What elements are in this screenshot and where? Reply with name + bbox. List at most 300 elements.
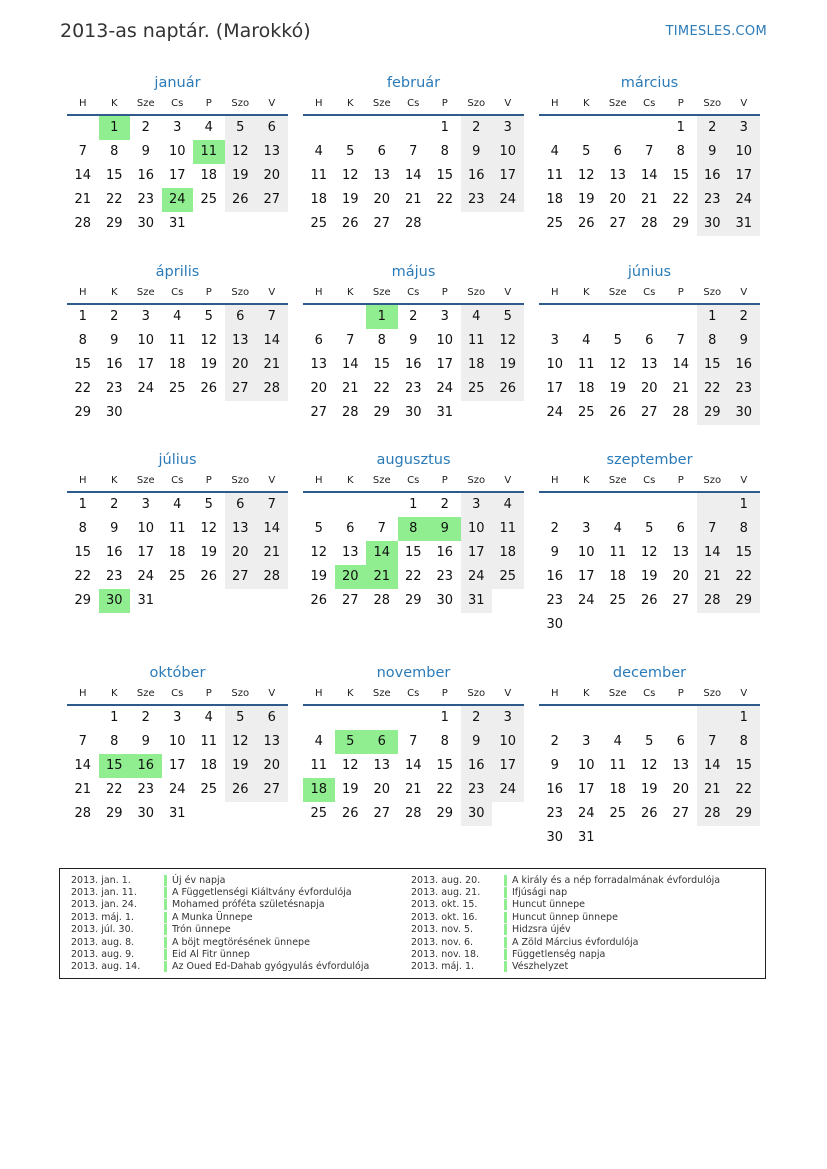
day-cell: 15	[697, 353, 729, 377]
day-cell: 4	[613, 521, 622, 536]
week-row	[67, 188, 288, 212]
day-cell: 6	[645, 333, 654, 348]
day-cell: 11	[461, 329, 493, 353]
empty-day-cell	[303, 116, 335, 140]
empty-day-cell	[366, 116, 398, 140]
weekday-header: P	[677, 688, 684, 699]
day-cell: 26	[640, 806, 658, 821]
week-row	[539, 401, 760, 425]
day-cell: 17	[492, 754, 524, 778]
brand-link[interactable]: TIMESLES.COM	[665, 24, 767, 39]
day-cell: 19	[200, 545, 218, 560]
day-cell: 1	[78, 497, 87, 512]
empty-day-cell	[602, 493, 634, 517]
day-cell: 28	[341, 405, 359, 420]
day-cell: 23	[461, 188, 493, 212]
week-row	[67, 401, 288, 425]
holiday-day-cell: 11	[193, 140, 225, 164]
day-cell: 6	[314, 333, 323, 348]
week-row	[539, 613, 760, 637]
day-cell: 3	[728, 116, 760, 140]
day-cell: 14	[640, 168, 658, 183]
day-cell: 21	[256, 541, 288, 565]
day-cell: 1	[440, 120, 449, 135]
weekday-header: H	[314, 98, 323, 109]
week-row	[67, 730, 288, 754]
weekday-header: Sze	[372, 475, 391, 486]
day-cell: 17	[577, 569, 595, 584]
day-cell: 12	[200, 333, 218, 348]
legend-row	[60, 874, 369, 886]
empty-day-cell	[256, 212, 288, 236]
week-row	[67, 778, 288, 802]
day-cell: 8	[676, 144, 685, 159]
legend-marker	[504, 924, 507, 935]
legend-column-right	[400, 874, 720, 973]
legend-date: 2013. jan. 24.	[71, 899, 137, 911]
weekday-header: Sze	[136, 688, 155, 699]
weekday-header: Szo	[231, 98, 250, 109]
empty-day-cell	[225, 401, 257, 425]
legend-row	[400, 911, 720, 923]
day-cell: 3	[141, 309, 150, 324]
legend-row	[400, 874, 720, 886]
day-cell: 18	[609, 782, 627, 797]
day-cell: 27	[609, 216, 627, 231]
week-row	[303, 164, 524, 188]
empty-day-cell	[256, 802, 288, 826]
weekday-header: Cs	[407, 98, 420, 109]
day-cell: 11	[609, 545, 627, 560]
day-cell: 21	[74, 192, 92, 207]
week-row	[539, 754, 760, 778]
day-cell: 25	[461, 377, 493, 401]
weekday-header: Szo	[703, 98, 722, 109]
day-cell: 22	[728, 565, 760, 589]
weekday-header-row	[67, 94, 288, 116]
weekday-header-row	[539, 283, 760, 305]
weekday-header: Sze	[608, 287, 627, 298]
week-row	[539, 778, 760, 802]
day-cell: 3	[173, 120, 182, 135]
day-cell: 9	[461, 140, 493, 164]
day-cell: 22	[436, 782, 454, 797]
empty-day-cell	[492, 212, 524, 236]
weekday-header: K	[110, 475, 118, 486]
day-cell: 15	[672, 168, 690, 183]
legend-marker	[164, 912, 167, 923]
legend-row	[400, 886, 720, 898]
day-cell: 30	[404, 405, 422, 420]
empty-day-cell	[602, 706, 634, 730]
day-cell: 22	[697, 377, 729, 401]
weekday-header: Sze	[372, 287, 391, 298]
legend-date: 2013. aug. 9.	[71, 949, 135, 961]
day-cell: 23	[404, 381, 422, 396]
day-cell: 23	[461, 778, 493, 802]
day-cell: 28	[256, 377, 288, 401]
day-cell: 22	[404, 569, 422, 584]
weekday-header: Szo	[703, 688, 722, 699]
empty-day-cell	[303, 493, 335, 517]
day-cell: 17	[577, 782, 595, 797]
legend-marker	[164, 937, 167, 948]
day-cell: 20	[609, 192, 627, 207]
day-cell: 5	[204, 309, 213, 324]
day-cell: 11	[609, 758, 627, 773]
weekday-header: Szo	[231, 475, 250, 486]
day-cell: 25	[577, 405, 595, 420]
empty-day-cell	[697, 826, 729, 850]
day-cell: 15	[436, 758, 454, 773]
weekday-header: Cs	[171, 287, 184, 298]
day-cell: 8	[440, 734, 449, 749]
legend-holiday-name: Eid Al Fitr ünnep	[172, 949, 250, 961]
day-cell: 11	[310, 168, 328, 183]
week-row	[67, 329, 288, 353]
day-cell: 20	[256, 754, 288, 778]
empty-day-cell	[539, 116, 571, 140]
week-row	[539, 353, 760, 377]
month-name: december	[612, 665, 687, 681]
day-cell: 25	[492, 565, 524, 589]
weekday-header: Cs	[407, 287, 420, 298]
legend-holiday-name: Huncut ünnep ünnepe	[512, 911, 618, 923]
day-cell: 8	[78, 333, 87, 348]
weekday-header: K	[346, 475, 354, 486]
day-cell: 16	[461, 164, 493, 188]
week-row	[539, 329, 760, 353]
weekday-header: P	[441, 287, 448, 298]
day-cell: 29	[697, 401, 729, 425]
day-cell: 27	[640, 405, 658, 420]
day-cell: 10	[168, 734, 186, 749]
day-cell: 29	[105, 216, 123, 231]
weekday-header-row	[67, 471, 288, 493]
day-cell: 23	[697, 188, 729, 212]
day-cell: 20	[672, 569, 690, 584]
day-cell: 14	[74, 168, 92, 183]
empty-day-cell	[429, 212, 461, 236]
day-cell: 23	[105, 381, 123, 396]
day-cell: 6	[256, 706, 288, 730]
legend-date: 2013. aug. 14.	[71, 961, 141, 973]
week-row	[539, 730, 760, 754]
day-cell: 10	[492, 140, 524, 164]
day-cell: 19	[609, 381, 627, 396]
empty-day-cell	[539, 706, 571, 730]
week-row	[67, 140, 288, 164]
week-row	[303, 493, 524, 517]
week-row	[303, 565, 524, 589]
day-cell: 11	[310, 758, 328, 773]
day-cell: 3	[582, 521, 591, 536]
day-cell: 24	[492, 778, 524, 802]
day-cell: 25	[310, 216, 328, 231]
weekday-header: P	[677, 287, 684, 298]
week-row	[67, 706, 288, 730]
day-cell: 14	[341, 357, 359, 372]
day-cell: 31	[168, 216, 186, 231]
day-cell: 8	[377, 333, 386, 348]
holiday-day-cell: 24	[162, 188, 194, 212]
week-row	[67, 212, 288, 236]
day-cell: 27	[256, 778, 288, 802]
legend-date: 2013. okt. 16.	[411, 911, 478, 923]
page-title: 2013-as naptár. (Marokkó)	[60, 20, 311, 42]
empty-day-cell	[461, 212, 493, 236]
day-cell: 26	[310, 593, 328, 608]
day-cell: 27	[672, 593, 690, 608]
week-row	[539, 517, 760, 541]
day-cell: 20	[640, 381, 658, 396]
weekday-header: K	[582, 688, 590, 699]
day-cell: 1	[110, 710, 119, 725]
day-cell: 30	[461, 802, 493, 826]
day-cell: 20	[672, 782, 690, 797]
day-cell: 14	[697, 541, 729, 565]
day-cell: 31	[137, 593, 155, 608]
day-cell: 10	[436, 333, 454, 348]
weekday-header: Cs	[643, 287, 656, 298]
day-cell: 7	[697, 730, 729, 754]
weekday-header-row	[303, 94, 524, 116]
weekday-header: K	[582, 98, 590, 109]
weekday-header: V	[740, 688, 748, 699]
day-cell: 24	[137, 569, 155, 584]
weekday-header: P	[205, 475, 212, 486]
weekday-header-row	[303, 283, 524, 305]
month-name: május	[391, 264, 436, 280]
legend-row	[60, 924, 369, 936]
day-cell: 4	[461, 305, 493, 329]
day-cell: 4	[314, 734, 323, 749]
week-row	[67, 589, 288, 613]
empty-day-cell	[492, 802, 524, 826]
holiday-day-cell: 1	[366, 305, 398, 329]
weekday-header: Szo	[467, 287, 486, 298]
weekday-header: Cs	[407, 688, 420, 699]
weekday-header: H	[78, 98, 87, 109]
weekday-header: K	[110, 287, 118, 298]
day-cell: 1	[697, 305, 729, 329]
day-cell: 17	[492, 164, 524, 188]
day-cell: 30	[105, 405, 123, 420]
empty-day-cell	[728, 613, 760, 637]
day-cell: 13	[373, 758, 391, 773]
empty-day-cell	[634, 706, 666, 730]
legend-holiday-name: Ifjúsági nap	[512, 887, 568, 899]
day-cell: 2	[550, 734, 559, 749]
day-cell: 17	[168, 758, 186, 773]
legend-holiday-name: A Függetlenségi Kiáltvány évfordulója	[172, 887, 352, 899]
day-cell: 18	[200, 168, 218, 183]
day-cell: 4	[204, 710, 213, 725]
empty-day-cell	[335, 706, 367, 730]
legend-marker	[504, 899, 507, 910]
day-cell: 23	[436, 569, 454, 584]
week-row	[539, 116, 760, 140]
day-cell: 16	[546, 569, 564, 584]
week-row	[539, 589, 760, 613]
week-row	[67, 116, 288, 140]
day-cell: 16	[105, 357, 123, 372]
weekday-header: K	[346, 98, 354, 109]
day-cell: 31	[168, 806, 186, 821]
weekday-header-row	[539, 684, 760, 706]
day-cell: 20	[225, 353, 257, 377]
day-cell: 21	[672, 381, 690, 396]
week-row	[303, 116, 524, 140]
legend-marker	[504, 949, 507, 960]
day-cell: 29	[74, 405, 92, 420]
day-cell: 29	[74, 593, 92, 608]
weekday-header: Cs	[171, 475, 184, 486]
day-cell: 5	[645, 521, 654, 536]
weekday-header: H	[78, 688, 87, 699]
week-row	[539, 541, 760, 565]
legend-date: 2013. máj. 1.	[71, 911, 135, 923]
day-cell: 25	[200, 192, 218, 207]
day-cell: 15	[728, 754, 760, 778]
day-cell: 1	[440, 710, 449, 725]
day-cell: 23	[137, 782, 155, 797]
legend-marker	[504, 887, 507, 898]
week-row	[303, 401, 524, 425]
day-cell: 30	[137, 216, 155, 231]
day-cell: 20	[256, 164, 288, 188]
day-cell: 21	[256, 353, 288, 377]
day-cell: 17	[168, 168, 186, 183]
weekday-header: Sze	[608, 688, 627, 699]
empty-day-cell	[602, 613, 634, 637]
weekday-header: Cs	[643, 475, 656, 486]
day-cell: 19	[341, 782, 359, 797]
day-cell: 27	[672, 806, 690, 821]
week-row	[67, 517, 288, 541]
empty-day-cell	[256, 401, 288, 425]
legend-holiday-name: Huncut ünnepe	[512, 899, 585, 911]
legend-marker	[164, 961, 167, 972]
weekday-header: K	[346, 287, 354, 298]
day-cell: 26	[341, 216, 359, 231]
day-cell: 18	[168, 545, 186, 560]
holiday-day-cell: 9	[429, 517, 461, 541]
day-cell: 13	[310, 357, 328, 372]
weekday-header: V	[504, 688, 512, 699]
day-cell: 7	[697, 517, 729, 541]
empty-day-cell	[665, 305, 697, 329]
weekday-header: V	[504, 475, 512, 486]
weekday-header: K	[582, 287, 590, 298]
day-cell: 23	[546, 806, 564, 821]
day-cell: 29	[728, 802, 760, 826]
day-cell: 19	[492, 353, 524, 377]
month-name: november	[376, 665, 451, 681]
day-cell: 18	[577, 381, 595, 396]
empty-day-cell	[303, 305, 335, 329]
day-cell: 31	[577, 830, 595, 845]
legend-holiday-name: Hidzsra újév	[512, 924, 571, 936]
day-cell: 28	[697, 802, 729, 826]
empty-day-cell	[665, 706, 697, 730]
day-cell: 21	[404, 192, 422, 207]
day-cell: 9	[697, 140, 729, 164]
empty-day-cell	[571, 493, 603, 517]
weekday-header-row	[539, 471, 760, 493]
day-cell: 12	[577, 168, 595, 183]
day-cell: 15	[74, 545, 92, 560]
day-cell: 22	[105, 782, 123, 797]
day-cell: 14	[697, 754, 729, 778]
weekday-header: V	[268, 98, 276, 109]
legend-holiday-name: Az Oued Ed-Dahab gyógyulás évfordulója	[172, 961, 370, 973]
week-row	[303, 329, 524, 353]
month-10	[67, 662, 288, 826]
legend-row	[60, 886, 369, 898]
holiday-day-cell: 14	[366, 541, 398, 565]
day-cell: 12	[492, 329, 524, 353]
month-name: február	[386, 75, 441, 91]
legend-marker	[504, 875, 507, 886]
legend-marker	[164, 887, 167, 898]
month-2	[303, 72, 524, 236]
day-cell: 16	[546, 782, 564, 797]
legend-date: 2013. aug. 20.	[411, 874, 481, 886]
holiday-day-cell: 5	[335, 730, 367, 754]
day-cell: 3	[550, 333, 559, 348]
week-row	[539, 377, 760, 401]
day-cell: 7	[377, 521, 386, 536]
day-cell: 11	[168, 521, 186, 536]
day-cell: 26	[577, 216, 595, 231]
day-cell: 24	[137, 381, 155, 396]
day-cell: 11	[577, 357, 595, 372]
day-cell: 18	[461, 353, 493, 377]
day-cell: 6	[225, 305, 257, 329]
empty-day-cell	[366, 493, 398, 517]
week-row	[67, 541, 288, 565]
week-row	[539, 802, 760, 826]
weekday-header: P	[677, 98, 684, 109]
week-row	[303, 730, 524, 754]
legend-holiday-name: A király és a nép forradalmának évfordulója	[512, 874, 721, 886]
day-cell: 2	[461, 706, 493, 730]
empty-day-cell	[225, 589, 257, 613]
empty-day-cell	[539, 305, 571, 329]
day-cell: 25	[609, 806, 627, 821]
month-8	[303, 449, 524, 613]
day-cell: 30	[728, 401, 760, 425]
weekday-header: P	[441, 98, 448, 109]
day-cell: 10	[577, 545, 595, 560]
legend-date: 2013. aug. 8.	[71, 936, 135, 948]
day-cell: 29	[672, 216, 690, 231]
day-cell: 4	[204, 120, 213, 135]
week-row	[539, 140, 760, 164]
day-cell: 28	[74, 806, 92, 821]
day-cell: 31	[436, 405, 454, 420]
legend-marker	[164, 899, 167, 910]
day-cell: 24	[436, 381, 454, 396]
week-row	[539, 188, 760, 212]
empty-day-cell	[162, 589, 194, 613]
legend-row	[60, 911, 369, 923]
day-cell: 5	[225, 706, 257, 730]
legend-marker	[504, 937, 507, 948]
day-cell: 10	[728, 140, 760, 164]
day-cell: 27	[310, 405, 328, 420]
